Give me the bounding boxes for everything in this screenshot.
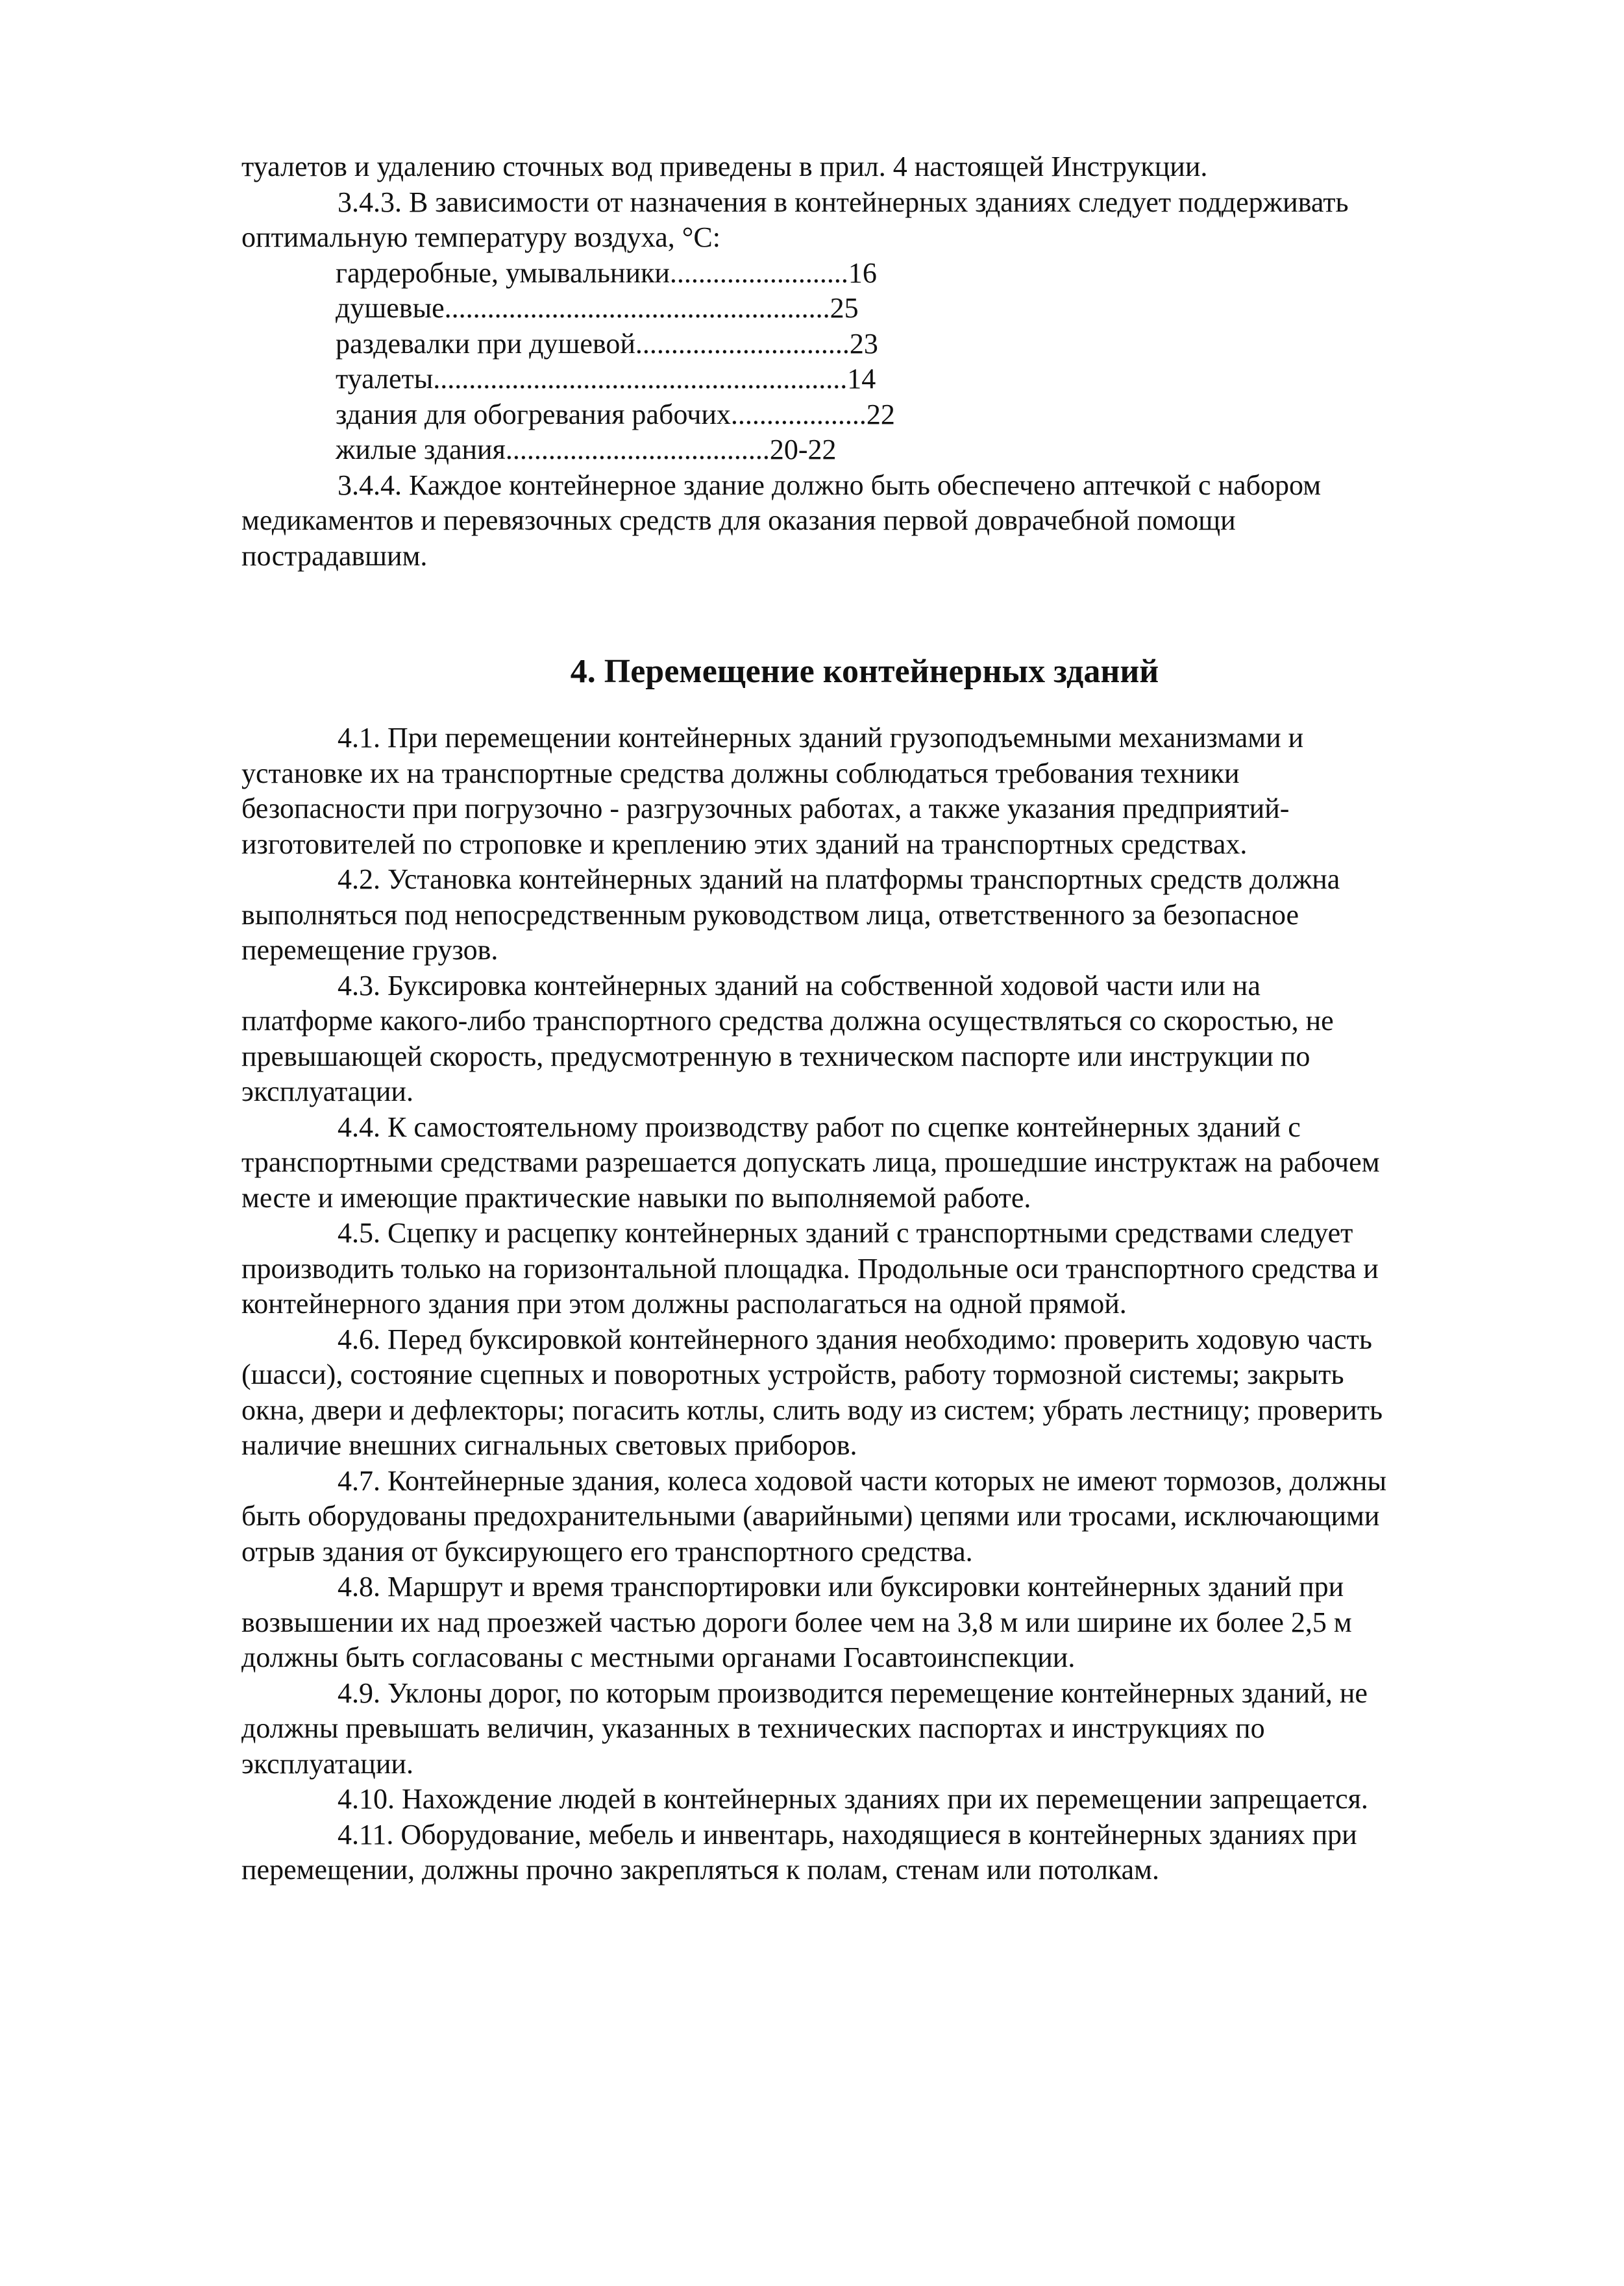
- paragraph-line: изготовителей по строповке и креплению этих зданий на транспортных средствах.: [241, 828, 1248, 860]
- paragraph-line: 4.7. Контейнерные здания, колеса ходовой части которых не имеют тормозов, должны: [338, 1464, 1387, 1497]
- temperature-item: раздевалки при душевой..............................23: [336, 327, 878, 360]
- section-4-body: [241, 720, 1488, 1888]
- temperature-list: [241, 256, 1488, 468]
- paragraph-line: эксплуатации.: [241, 1075, 413, 1107]
- paragraph-line: наличие внешних сигнальных световых приборов.: [241, 1429, 857, 1461]
- paragraph-line: пострадавшим.: [241, 539, 428, 572]
- paragraph-line: должны быть согласованы с местными органами Госавтоинспекции.: [241, 1641, 1076, 1673]
- paragraph-line: транспортными средствами разрешается допускать лица, прошедшие инструктаж на рабочем: [241, 1146, 1380, 1178]
- paragraph-line: 4.1. При перемещении контейнерных зданий грузоподъемными механизмами и: [338, 722, 1304, 754]
- temperature-item: здания для обогревания рабочих...................22: [336, 398, 895, 430]
- paragraph-line: эксплуатации.: [241, 1747, 413, 1780]
- temperature-item: жилые здания.....................................20-22: [336, 434, 837, 465]
- paragraph-line: медикаментов и перевязочных средств для оказания первой доврачебной помощи: [241, 504, 1236, 536]
- paragraph-line: быть оборудованы предохранительными (аварийными) цепями или тросами, исключающими: [241, 1500, 1380, 1532]
- paragraph-line: 4.8. Маршрут и время транспортировки или буксировки контейнерных зданий при: [338, 1571, 1344, 1603]
- paragraph-line: перемещении, должны прочно закрепляться к полам, стенам или потолкам.: [241, 1854, 1160, 1886]
- paragraph-line: 3.4.4. Каждое контейнерное здание должно быть обеспечено аптечкой с набором: [338, 469, 1322, 501]
- paragraph-line: окна, двери и дефлекторы; погасить котлы, слить воду из систем; убрать лестницу; проверить: [241, 1394, 1383, 1426]
- paragraph-line: 3.4.3. В зависимости от назначения в контейнерных зданиях следует поддерживать: [338, 186, 1349, 218]
- paragraph-line: контейнерного здания при этом должны располагаться на одной прямой.: [241, 1288, 1127, 1320]
- section-heading: 4. Перемещение контейнерных зданий: [570, 653, 1159, 690]
- paragraph-line: месте и имеющие практические навыки по выполняемой работе.: [241, 1181, 1031, 1214]
- paragraph-line: 4.4. К самостоятельному производству работ по сцепке контейнерных зданий с: [338, 1111, 1301, 1143]
- temperature-item: туалеты..........................................................14: [336, 363, 876, 395]
- paragraph-line: (шасси), состояние сцепных и поворотных устройств, работу тормозной системы; закрыть: [241, 1358, 1344, 1390]
- paragraph-line: 4.6. Перед буксировкой контейнерного здания необходимо: проверить ходовую часть: [338, 1323, 1372, 1355]
- paragraph-line: должны превышать величин, указанных в технических паспортах и инструкциях по: [241, 1712, 1265, 1744]
- paragraph-line: возвышении их над проезжей частью дороги более чем на 3,8 м или ширине их более 2,5 м: [241, 1606, 1352, 1638]
- paragraph-line: 4.11. Оборудование, мебель и инвентарь, находящиеся в контейнерных зданиях при: [338, 1818, 1357, 1850]
- paragraph-line: 4.10. Нахождение людей в контейнерных зданиях при их перемещении запрещается.: [338, 1783, 1368, 1815]
- paragraph-line: производить только на горизонтальной площадка. Продольные оси транспортного средства и: [241, 1252, 1379, 1284]
- paragraph-line: 4.2. Установка контейнерных зданий на платформы транспортных средств должна: [338, 863, 1340, 895]
- paragraph-line: установке их на транспортные средства должны соблюдаться требования техники: [241, 757, 1240, 789]
- paragraph-line: 4.5. Сцепку и расцепку контейнерных зданий с транспортными средствами следует: [338, 1217, 1353, 1249]
- paragraph-line: платформе какого-либо транспортного средства должна осуществляться со скоростью, не: [241, 1005, 1334, 1037]
- paragraph-line: выполняться под непосредственным руководством лица, ответственного за безопасное: [241, 898, 1299, 931]
- temperature-item: душевые......................................................25: [336, 292, 859, 324]
- paragraph-line: 4.3. Буксировка контейнерных зданий на собственной ходовой части или на: [338, 969, 1261, 1002]
- paragraph-line: перемещение грузов.: [241, 934, 498, 966]
- temperature-item: гардеробные, умывальники.........................16: [336, 256, 877, 289]
- paragraph-line: отрыв здания от буксирующего его транспортного средства.: [241, 1535, 973, 1567]
- paragraph-line: туалетов и удалению сточных вод приведены в прил. 4 настоящей Инструкции.: [241, 151, 1208, 182]
- paragraph-line: 4.9. Уклоны дорог, по которым производится перемещение контейнерных зданий, не: [338, 1677, 1368, 1709]
- paragraph-line: безопасности при погрузочно - разгрузочных работах, а также указания предприятий-: [241, 793, 1290, 824]
- section-3-continuation: [241, 149, 1488, 574]
- paragraph-line: оптимальную температуру воздуха, °С:: [241, 221, 720, 253]
- paragraph-line: превышающей скорость, предусмотренную в техническом паспорте или инструкции по: [241, 1040, 1310, 1072]
